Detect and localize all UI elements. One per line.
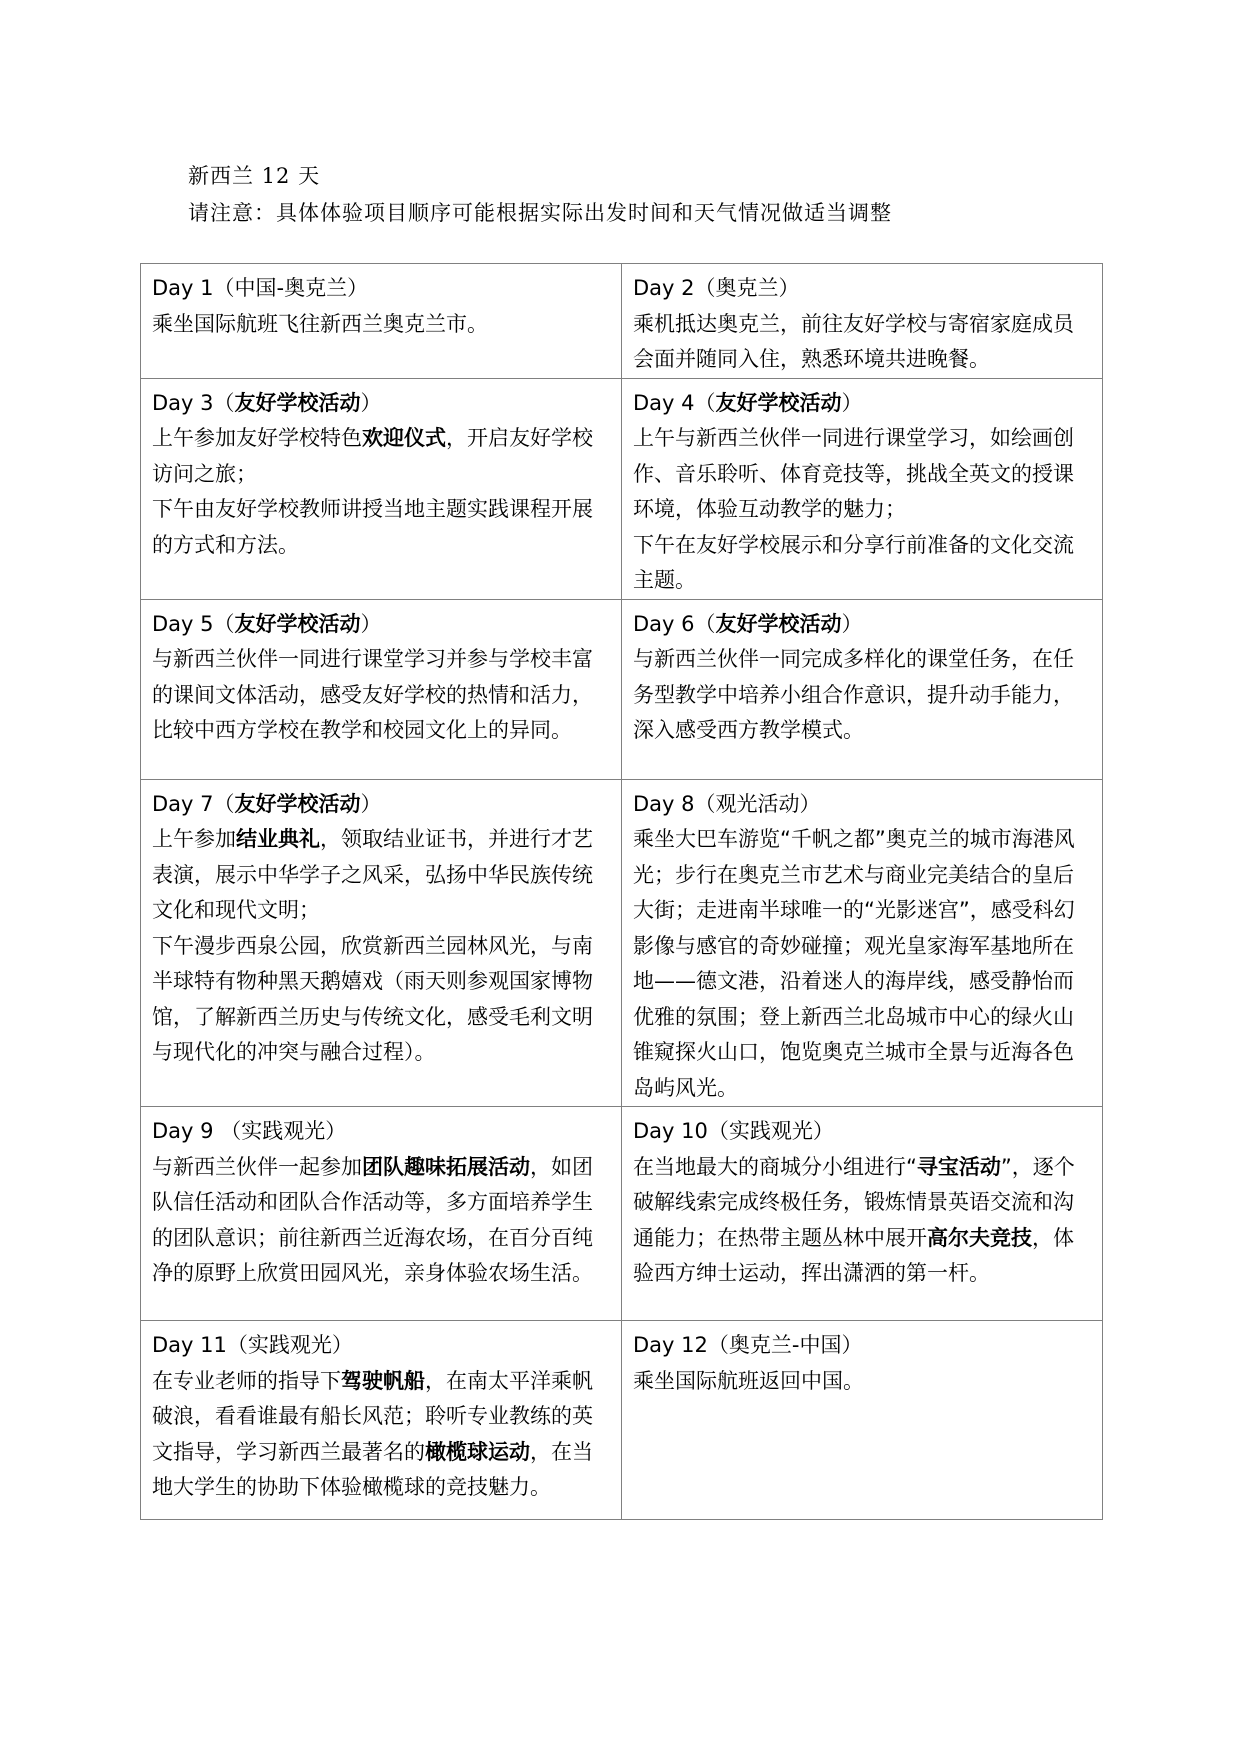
day-heading: Day 11（实践观光） (152, 1333, 353, 1357)
itinerary-row (141, 779, 1103, 1107)
day-heading: Day 1（中国-奥克兰） (152, 276, 369, 300)
day-heading: Day 6（友好学校活动） (633, 611, 863, 636)
day-description (152, 642, 611, 749)
description-text: ”，逐个破解线索完成终极任务，锻炼情景英语交流和沟通能力；在热带主题丛林中展开 (633, 1154, 1075, 1250)
itinerary-row (141, 1107, 1103, 1321)
day-activity-tag: 实践观光 (247, 1333, 332, 1357)
day-number: Day 12 (633, 1333, 708, 1357)
day-heading: Day 4（友好学校活动） (633, 390, 863, 415)
day-activity-tag: 友好学校活动 (715, 611, 842, 636)
day-cell (141, 1107, 622, 1321)
description-text: ，在南太平洋乘帆破浪，看看谁最有船长风范；聆听专业教练的英文指导，学习新西兰最著名的 (152, 1368, 593, 1464)
description-text: ，在当地大学生的协助下体验橄榄球的竞技魅力。 (152, 1439, 593, 1499)
itinerary-body (141, 264, 1103, 1520)
adjustment-note: 请注意：具体体验项目顺序可能根据实际出发时间和天气情况做适当调整 (188, 201, 892, 225)
day-activity-tag: 中国-奥克兰 (234, 276, 348, 300)
highlighted-activity: 欢迎仪式 (362, 426, 446, 450)
day-activity-tag: 实践观光 (241, 1119, 326, 1143)
day-description (152, 307, 611, 343)
day-cell (622, 264, 1103, 379)
day-number: Day 11 (152, 1333, 227, 1357)
day-number: Day 3 (152, 390, 214, 415)
day-heading: Day 12（奥克兰-中国） (633, 1333, 863, 1357)
description-text: 与新西兰伙伴一起参加 (152, 1154, 362, 1179)
day-heading: Day 8（观光活动） (633, 791, 821, 816)
day-activity-tag: 实践观光 (728, 1119, 813, 1143)
day-cell (622, 378, 1103, 599)
day-number: Day 8 (633, 791, 695, 816)
day-number: Day 9 (152, 1119, 214, 1143)
description-text: 乘机抵达奥克兰，前往友好学校与寄宿家庭成员会面并随同入住，熟悉环境共进晚餐。 (633, 311, 1074, 371)
day-cell (622, 599, 1103, 779)
description-text: 与新西兰伙伴一同完成多样化的课堂任务，在任务型教学中培养小组合作意识，提升动手能力，深入感受西方教学模式。 (633, 647, 1074, 742)
day-number: Day 2 (633, 276, 695, 300)
day-cell (141, 779, 622, 1107)
description-text: 在当地最大的商城分小组进行“ (633, 1154, 917, 1179)
description-text: 在专业老师的指导下 (152, 1368, 341, 1393)
day-cell (141, 378, 622, 599)
day-number: Day 6 (633, 611, 695, 636)
highlighted-activity: 结业典礼 (236, 827, 320, 851)
itinerary-row (141, 599, 1103, 779)
day-number: Day 10 (633, 1119, 708, 1143)
day-cell (141, 264, 622, 379)
description-text: 上午参加友好学校特色 (152, 426, 362, 450)
day-heading: Day 5（友好学校活动） (152, 611, 382, 636)
day-heading: Day 2（奥克兰） (633, 276, 800, 300)
day-cell (141, 1321, 622, 1520)
description-text: 下午由友好学校教师讲授当地主题实践课程开展的方式和方法。 (152, 497, 593, 557)
highlighted-activity: 团队趣味拓展活动 (362, 1154, 530, 1179)
day-activity-tag: 友好学校活动 (234, 791, 361, 816)
description-text: 下午漫步西泉公园，欣赏新西兰园林风光，与南半球特有物种黑天鹅嬉戏（雨天则参观国家博物馆，了解新西兰历史与传统文化，感受毛利文明与现代化的冲突与融合过程）。 (152, 933, 593, 1064)
itinerary-row (141, 264, 1103, 379)
day-description (152, 1364, 611, 1506)
itinerary-table (140, 263, 1103, 1520)
highlighted-activity: 驾驶帆船 (341, 1368, 425, 1393)
day-description (633, 307, 1092, 378)
day-activity-tag: 奥克兰-中国 (728, 1333, 842, 1357)
day-description (633, 1150, 1092, 1292)
description-text: ，开启友好学校访问之旅； (152, 426, 593, 486)
day-cell (622, 1107, 1103, 1321)
day-heading: Day 3（友好学校活动） (152, 390, 382, 415)
day-heading: Day 7（友好学校活动） (152, 791, 382, 816)
day-description (152, 822, 611, 1071)
day-number: Day 5 (152, 611, 214, 636)
description-text: ，领取结业证书，并进行才艺表演，展示中华学子之风采，弘扬中华民族传统文化和现代文明； (152, 827, 593, 922)
day-description (633, 822, 1092, 1106)
highlighted-activity: 高尔夫竞技 (927, 1225, 1032, 1250)
day-activity-tag: 友好学校活动 (715, 390, 842, 415)
day-activity-tag: 观光活动 (715, 791, 800, 816)
description-text: 乘坐大巴车游览“千帆之都”奥克兰的城市海港风光；步行在奥克兰市艺术与商业完美结合的皇后大街；走进南半球唯一的“光影迷宫”，感受科幻影像与感官的奇妙碰撞；观光皇家海军基地所在地——德文港，沿着迷人的海岸线，感受静怡而优雅的氛围；登上新西兰北岛城市中心的绿火山锥窥探火山口，饱览奥克兰城市全景与近海各色岛屿风光。 (633, 827, 1075, 1100)
day-heading: Day 9 （实践观光） (152, 1119, 347, 1143)
page-title: 新西兰 12 天 (188, 164, 321, 188)
day-cell (622, 779, 1103, 1107)
day-cell (622, 1321, 1103, 1520)
description-text: ，如团队信任活动和团队合作活动等，多方面培养学生的团队意识；前往新西兰近海农场，在百分百纯净的原野上欣赏田园风光，亲身体验农场生活。 (152, 1154, 593, 1285)
description-text: ，体验西方绅士运动，挥出潇洒的第一杆。 (633, 1225, 1074, 1285)
itinerary-row (141, 378, 1103, 599)
description-text: 上午与新西兰伙伴一同进行课堂学习，如绘画创作、音乐聆听、体育竞技等，挑战全英文的授课环境，体验互动教学的魅力； (633, 426, 1074, 521)
day-description (152, 421, 611, 563)
description-text: 乘坐国际航班返回中国。 (633, 1368, 864, 1393)
day-activity-tag: 奥克兰 (715, 276, 779, 300)
description-text: 与新西兰伙伴一同进行课堂学习并参与学校丰富的课间文体活动，感受友好学校的热情和活力，比较中西方学校在教学和校园文化上的异同。 (152, 647, 593, 742)
description-text: 下午在友好学校展示和分享行前准备的文化交流主题。 (633, 532, 1074, 592)
day-number: Day 7 (152, 791, 214, 816)
day-description (633, 642, 1092, 749)
day-description (152, 1150, 611, 1292)
day-cell (141, 599, 622, 779)
description-text: 乘坐国际航班飞往新西兰奥克兰市。 (152, 311, 488, 336)
day-description (633, 421, 1092, 599)
day-number: Day 1 (152, 276, 214, 300)
day-number: Day 4 (633, 390, 695, 415)
itinerary-row (141, 1321, 1103, 1520)
highlighted-activity: 橄榄球运动 (425, 1439, 530, 1464)
description-text: 上午参加 (152, 827, 236, 851)
day-heading: Day 10（实践观光） (633, 1119, 834, 1143)
highlighted-activity: 寻宝活动 (916, 1154, 1001, 1179)
day-description (633, 1364, 1092, 1400)
day-activity-tag: 友好学校活动 (234, 611, 361, 636)
day-activity-tag: 友好学校活动 (234, 390, 361, 415)
